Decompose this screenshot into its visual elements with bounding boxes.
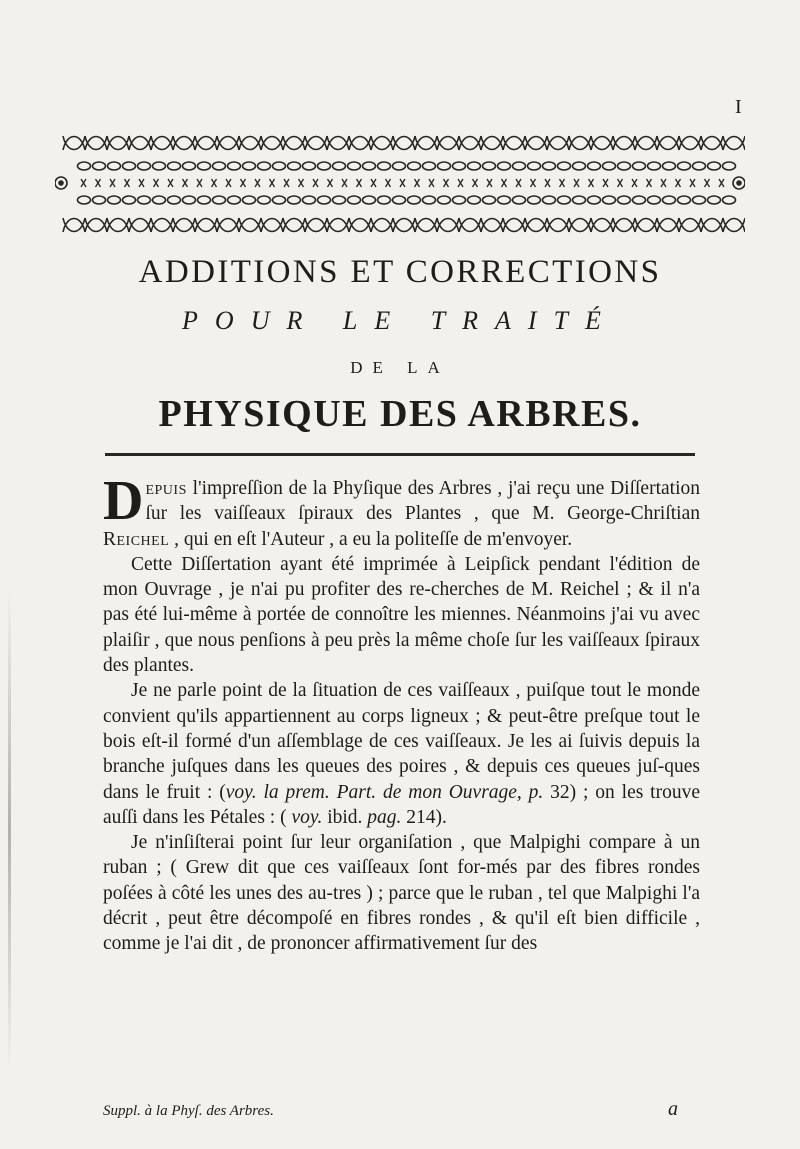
paragraph-3-text-d: 214). <box>401 806 447 828</box>
author-name: Reichel <box>103 528 170 550</box>
paragraph-3-text-a: Je ne parle point de la ſituation de ces vaiſſeaux , puiſque tout le monde convient qu'ils appartiennent au corps ligneux ; & peut-être preſque tout le bois eſt-il formé d'un aſſemblage de ces vaiſſeaux. Je les ai ſuivis depuis la branche juſques dans les queues des poires , & depuis ces queues juſ-ques dans le fruit : ( <box>103 680 700 803</box>
paragraph-1 <box>103 470 700 552</box>
paragraph-1-text-a: l'impreſſion de la Phyſique des Arbres , j'ai reçu une Diſſertation ſur les vaiſſeaux ſpiraux des Plantes , que M. George-Chriſtian <box>145 478 700 525</box>
paragraph-3 <box>103 678 700 830</box>
page-edge-shadow <box>8 590 11 1070</box>
reference-1: voy. la prem. Part. de mon Ouvrage, p. <box>225 781 544 803</box>
paragraph-3-text-b: 32) ; on les trouve auſſi dans les Pétales : ( <box>103 781 700 828</box>
title-pour-le-traite: POUR LE TRAITÉ <box>182 306 618 335</box>
title-de-la: DE LA <box>350 358 450 377</box>
footer-title: Suppl. à la Phyſ. des Arbres. <box>103 1103 274 1119</box>
paragraph-2: Cette Diſſertation ayant été imprimée à Leipſick pendant l'édition de mon Ouvrage , je n'ai pu profiter des re-cherches de M. Reichel ; & il n'a pas été lui-même à portée de connoître les miennes. Néanmoins j'ai vu avec plaiſir , que nous penſions à peu près la même choſe ſur les vaiſſeaux ſpiraux des plantes. <box>103 553 700 677</box>
paragraph-1-text-b: , qui en eſt l'Auteur , a eu la politeſſe de m'envoyer. <box>169 528 573 550</box>
drop-cap: D <box>103 470 144 532</box>
reference-2: voy. <box>291 806 323 828</box>
title-physique-des-arbres: PHYSIQUE DES ARBRES. <box>158 393 642 435</box>
title-additions-corrections: ADDITIONS ET CORRECTIONS <box>138 254 662 290</box>
first-word: epuis <box>145 478 187 499</box>
reference-3: pag. <box>367 806 402 828</box>
title-rule <box>105 453 695 456</box>
paragraph-4: Je n'inſiſterai point ſur leur organiſation , que Malpighi compare à un ruban ; ( Grew dit que ces vaiſſeaux ſont for-més par des fibres rondes poſées à côté les unes des au-tres ) ; parce que le ruban , tel que Malpighi l'a décrit , peut être décompoſé en fibres rondes , & qu'il eſt bien difficile , comme je l'ai dit , de prononcer affirmativement ſur des <box>103 832 700 955</box>
signature-mark: a <box>668 1098 678 1120</box>
paragraph-3-text-c: ibid. <box>322 806 368 828</box>
ornamental-header-band <box>55 128 745 238</box>
body-text <box>103 470 700 957</box>
page-number: I <box>735 96 742 118</box>
